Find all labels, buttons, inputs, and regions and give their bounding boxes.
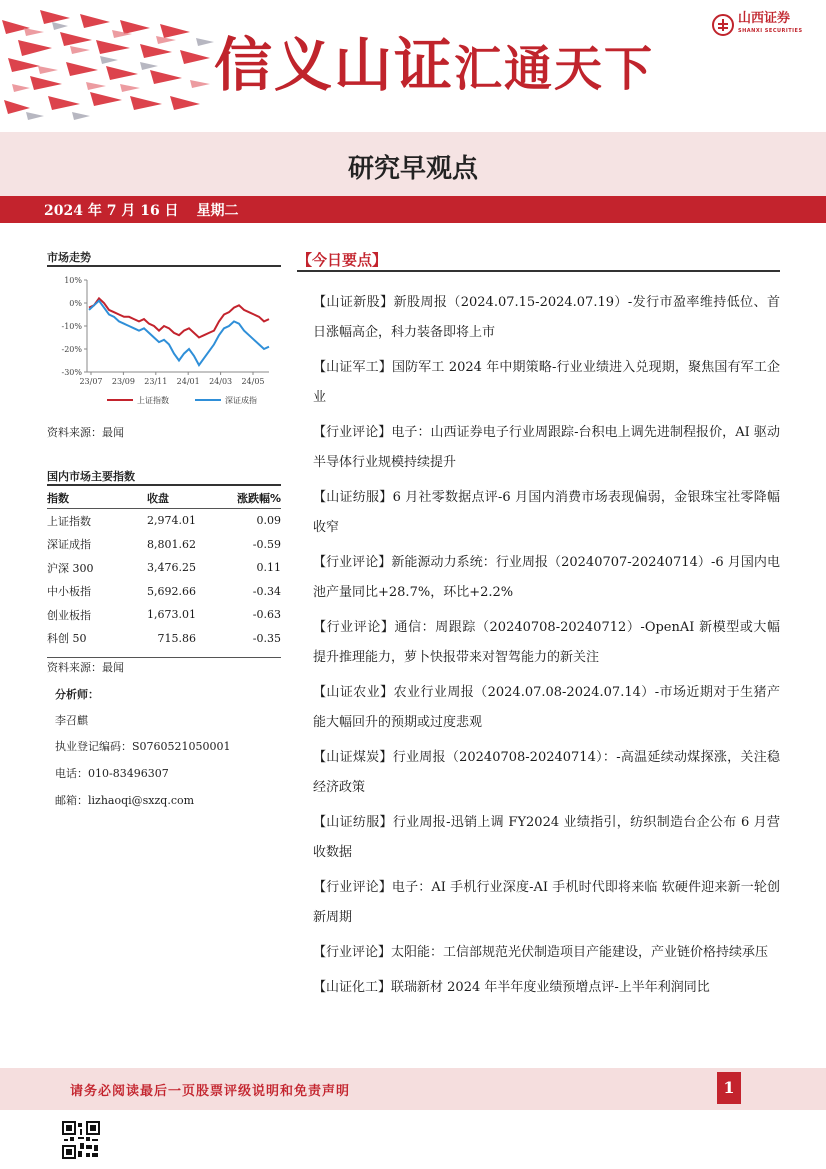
- index-name: 深证成指: [47, 538, 91, 552]
- news-text: 通信：周跟踪（20240708-20240712）-OpenAI 新模型或大幅提升推理能力，萝卜快报带来对智驾能力的新关注: [313, 620, 780, 665]
- indices-bottom-rule: [47, 657, 281, 658]
- logo-name: 山西证券: [738, 11, 791, 26]
- news-tag: 【行业评论】: [313, 555, 392, 570]
- index-change: -0.59: [252, 537, 281, 551]
- news-tag: 【山证新股】: [313, 295, 394, 310]
- news-text: 太阳能：工信部规范光伏制造项目产能建设，产业链价格持续承压: [391, 945, 769, 960]
- index-change: -0.63: [252, 608, 281, 622]
- table-row: [47, 533, 281, 557]
- index-change: -0.34: [252, 584, 281, 598]
- news-tag: 【行业评论】: [313, 620, 395, 635]
- header-banner: [0, 0, 826, 132]
- news-item[interactable]: [313, 288, 780, 348]
- y-tick-label: 10%: [64, 276, 82, 285]
- company-logo: [712, 12, 803, 38]
- page-number: 1: [717, 1072, 741, 1104]
- disclaimer-notice[interactable]: 请务必阅读最后一页股票评级说明和免责声明: [70, 1084, 351, 1099]
- legend-label-0: 上证指数: [137, 396, 169, 405]
- news-tag: 【山证煤炭】: [313, 750, 393, 765]
- analyst-email[interactable]: 邮箱：lizhaoqi@sxzq.com: [55, 794, 195, 807]
- indices-source: 资料来源：最闻: [47, 661, 124, 674]
- analyst-heading: 分析师：: [55, 688, 99, 701]
- y-tick-label: -10%: [61, 322, 82, 331]
- market-trend-chart: [47, 272, 281, 412]
- x-tick-label: 24/05: [241, 377, 265, 386]
- news-text: 新股周报（2024.07.15-2024.07.19）-发行市盈率维持低位、首日涨幅高企，科力装备即将上市: [313, 295, 780, 340]
- news-text: 电子：山西证券电子行业周跟踪-台积电上调先进制程报价，AI 驱动半导体行业规模持续提升: [313, 425, 780, 470]
- y-tick-label: 0%: [69, 299, 82, 308]
- date-ymd: 2024 年 7 月 16 日: [44, 203, 179, 219]
- news-item[interactable]: [313, 743, 780, 803]
- table-row: [47, 556, 281, 580]
- page-title: 研究早观点: [347, 154, 478, 184]
- news-item[interactable]: [313, 548, 780, 608]
- index-close: 3,476.25: [147, 561, 196, 575]
- index-name: 创业板指: [47, 608, 91, 622]
- index-close: 715.86: [157, 631, 196, 645]
- slogan: [214, 18, 654, 102]
- news-item[interactable]: [313, 973, 780, 1003]
- news-tag: 【山证纺服】: [313, 490, 393, 505]
- arrow-swarm-graphic: [0, 0, 230, 132]
- news-item[interactable]: [313, 938, 780, 968]
- index-name: 中小板指: [47, 585, 91, 599]
- index-name: 沪深 300: [47, 561, 94, 575]
- index-change: 0.11: [256, 561, 281, 575]
- logo-subtitle: SHANXI SECURITIES: [738, 28, 803, 34]
- news-text: 国防军工 2024 年中期策略-行业业绩进入兑现期，聚焦国有军工企业: [313, 360, 780, 405]
- news-tag: 【行业评论】: [313, 880, 392, 895]
- news-tag: 【山证纺服】: [313, 815, 393, 830]
- index-name: 科创 50: [47, 632, 87, 646]
- x-tick-label: 24/01: [176, 377, 200, 386]
- news-text: 行业周报（20240708-20240714）：-高温延续动煤探涨，关注稳经济政策: [313, 750, 780, 795]
- index-change: -0.35: [252, 631, 281, 645]
- y-tick-label: -30%: [61, 368, 82, 377]
- analyst-phone: 电话：010-83496307: [55, 767, 169, 780]
- y-tick-label: -20%: [61, 345, 82, 354]
- table-row: [47, 627, 281, 651]
- index-close: 8,801.62: [147, 537, 196, 551]
- x-tick-label: 23/07: [79, 377, 103, 386]
- news-item[interactable]: [313, 418, 780, 478]
- news-text: 新能源动力系统：行业周报（20240707-20240714）-6 月国内电池产量同比+28.7%，环比+2.2%: [313, 555, 780, 600]
- news-item[interactable]: [313, 483, 780, 543]
- news-item[interactable]: [313, 873, 780, 933]
- col-header-change: 涨跌幅%: [196, 488, 281, 509]
- today-heading: 【今日要点】: [297, 251, 388, 269]
- news-text: 行业周报-迅销上调 FY2024 业绩指引，纺织制造台企公布 6 月营收数据: [313, 815, 780, 860]
- col-header-close: 收盘: [147, 488, 196, 509]
- news-item[interactable]: [313, 808, 780, 868]
- analyst-license: 执业登记编码：S0760521050001: [55, 740, 231, 753]
- today-rule: [297, 270, 780, 272]
- market-trend-heading: 市场走势: [47, 251, 91, 264]
- table-row: [47, 509, 281, 533]
- news-item[interactable]: [313, 613, 780, 673]
- index-close: 1,673.01: [147, 608, 196, 622]
- slogan-part-a: 信义山证: [214, 31, 455, 99]
- col-header-name: 指数: [47, 488, 147, 509]
- table-row: [47, 580, 281, 604]
- indices-rule: [47, 484, 281, 486]
- news-text: 农业行业周报（2024.07.08-2024.07.14）-市场近期对于生猪产能大幅回升的预期或过度悲观: [313, 685, 780, 730]
- report-date: [44, 200, 257, 220]
- news-list: [313, 288, 780, 1008]
- news-text: 联瑞新材 2024 年半年度业绩预增点评-上半年利润同比: [391, 980, 710, 995]
- x-tick-label: 23/09: [111, 377, 135, 386]
- legend-label-1: 深证成指: [225, 396, 257, 405]
- market-source: 资料来源：最闻: [47, 426, 124, 439]
- index-name: 上证指数: [47, 514, 91, 528]
- date-weekday: 星期二: [196, 203, 239, 219]
- index-close: 2,974.01: [147, 514, 196, 528]
- indices-heading: 国内市场主要指数: [47, 470, 135, 483]
- index-change: 0.09: [256, 514, 281, 528]
- news-item[interactable]: [313, 678, 780, 738]
- news-tag: 【山证农业】: [313, 685, 394, 700]
- table-row: [47, 603, 281, 627]
- slogan-part-b: 汇通天下: [454, 41, 655, 97]
- index-close: 5,692.66: [147, 584, 196, 598]
- logo-mark-icon: [712, 14, 734, 36]
- news-tag: 【行业评论】: [313, 425, 392, 440]
- x-tick-label: 24/03: [209, 377, 233, 386]
- indices-table: [47, 488, 281, 650]
- series-line-1: [89, 301, 269, 365]
- analyst-name: 李召麒: [55, 714, 88, 727]
- news-tag: 【山证化工】: [313, 980, 392, 995]
- news-tag: 【山证军工】: [313, 360, 392, 375]
- indices-header-row: [47, 488, 281, 509]
- qr-code-icon: [62, 1121, 100, 1159]
- news-item[interactable]: [313, 353, 780, 413]
- x-tick-label: 23/11: [144, 377, 168, 386]
- news-text: 6 月社零数据点评-6 月国内消费市场表现偏弱，金银珠宝社零降幅收窄: [313, 490, 780, 535]
- news-tag: 【行业评论】: [313, 945, 392, 960]
- market-trend-rule: [47, 265, 281, 267]
- news-text: 电子：AI 手机行业深度-AI 手机时代即将来临 软硬件迎来新一轮创新周期: [313, 880, 780, 925]
